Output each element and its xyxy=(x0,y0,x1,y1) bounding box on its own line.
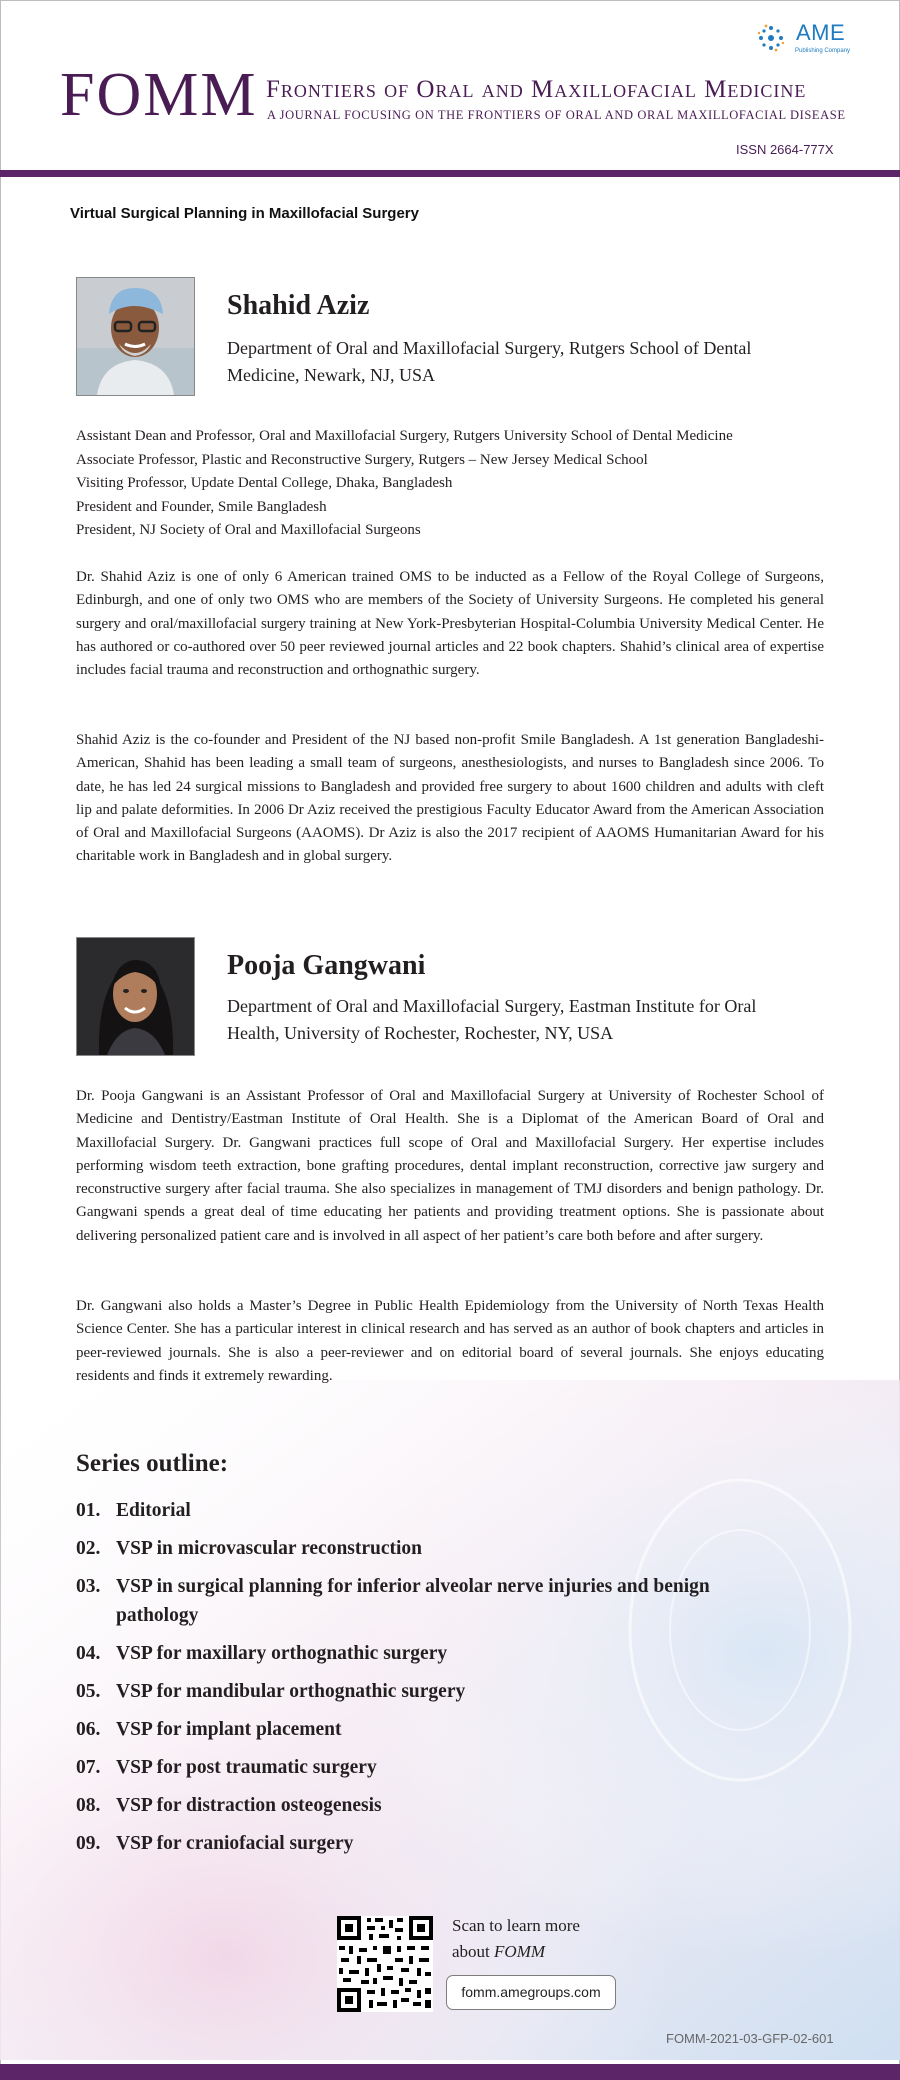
item-number: 08. xyxy=(76,1795,101,1816)
outline-item xyxy=(76,1715,796,1744)
series-outline-list xyxy=(76,1496,796,1867)
outline-item xyxy=(76,1534,796,1563)
publisher-name: AME xyxy=(796,20,846,45)
item-title: VSP for post traumatic surgery xyxy=(116,1757,377,1778)
series-title: Virtual Surgical Planning in Maxillofacial Surgery xyxy=(70,205,419,222)
scan-line-prefix: about xyxy=(452,1942,495,1961)
item-title: VSP for distraction osteogenesis xyxy=(116,1795,382,1816)
author-bio-paragraph: Dr. Shahid Aziz is one of only 6 American trained OMS to be inducted as a Fellow of the Royal College of Surgeons, Edinburgh, and one of only two OMS who are members of the Society of University Surgeons. He completed his general surgery and oral/maxillofacial surgery training at New York-Presbyterian Hospital-Columbia University Medical Center. He has authored or co-authored over 50 peer reviewed journal articles and 22 book chapters. Shahid’s clinical area of expertise includes facial trauma and reconstruction and orthognathic surgery. xyxy=(76,569,824,679)
publisher-subtitle: Publishing Company xyxy=(795,48,851,54)
item-title: VSP in surgical planning for inferior alveolar nerve injuries and benign pathology xyxy=(116,1576,710,1626)
series-outline-heading: Series outline: xyxy=(76,1450,229,1477)
author-name: Pooja Gangwani xyxy=(227,950,426,981)
scan-prompt xyxy=(452,1913,580,1965)
role-item: Associate Professor, Plastic and Reconstructive Surgery, Rutgers – New Jersey Medical School xyxy=(76,451,648,468)
outline-item xyxy=(76,1677,796,1706)
journal-abbreviation: FOMM xyxy=(60,61,258,129)
item-number: 04. xyxy=(76,1643,101,1664)
outline-item xyxy=(76,1639,796,1668)
author-bio-paragraph: Dr. Gangwani also holds a Master’s Degree in Public Health Epidemiology from the University of North Texas Health Science Center. She has a particular interest in clinical research and has served as an author of book chapters and articles in peer-reviewed journals. She is also a peer-reviewer and on editorial board of several journals. She enjoys educating residents and finds it extremely rewarding. xyxy=(76,1298,824,1384)
footer-divider xyxy=(0,2064,900,2080)
item-title: Editorial xyxy=(116,1500,191,1521)
item-title: VSP for craniofacial surgery xyxy=(116,1833,354,1854)
affiliation-line: Health, University of Rochester, Rochester, NY, USA xyxy=(227,1023,614,1043)
outline-item xyxy=(76,1572,796,1630)
author-photo xyxy=(76,277,195,396)
author-photo xyxy=(76,937,195,1056)
item-title: VSP in microvascular reconstruction xyxy=(116,1538,423,1559)
author-bio-paragraph: Shahid Aziz is the co-founder and President of the NJ based non-profit Smile Bangladesh. A 1st generation Bangladeshi-American, Shahid has been leading a small team of surgeons, anesthesiologists, and nurses to Bangladesh since 2006. To date, he has led 24 surgical missions to Bangladesh and provided free surgery to about 1600 children and adults with cleft lip and palate deformities. In 2006 Dr Aziz received the prestigious Faculty Educator Award from the American Association of Oral and Maxillofacial Surgeons (AAOMS). Dr Aziz is also the 2017 recipient of AAOMS Humanitarian Award for his charitable work in Bangladesh and in global surgery. xyxy=(76,732,824,865)
item-number: 06. xyxy=(76,1719,101,1740)
item-title: VSP for implant placement xyxy=(116,1719,342,1740)
item-number: 01. xyxy=(76,1500,101,1521)
journal-subtitle: A JOURNAL FOCUSING ON THE FRONTIERS OF ORAL AND ORAL MAXILLOFACIAL DISEASE xyxy=(267,108,846,122)
issn: ISSN 2664-777X xyxy=(736,142,834,157)
ame-logo-icon xyxy=(755,20,845,60)
portrait-icon xyxy=(77,278,194,395)
item-number: 07. xyxy=(76,1757,101,1778)
role-item: Assistant Dean and Professor, Oral and Maxillofacial Surgery, Rutgers University School of Dental Medicine xyxy=(76,428,733,444)
author-affiliation xyxy=(227,335,751,389)
role-item: President, NJ Society of Oral and Maxillofacial Surgeons xyxy=(76,522,421,538)
scan-line: Scan to learn more xyxy=(452,1916,580,1935)
item-number: 05. xyxy=(76,1681,101,1702)
qr-code-icon[interactable] xyxy=(337,1916,433,2012)
author-name: Shahid Aziz xyxy=(227,290,370,321)
journal-title: Frontiers of Oral and Maxillofacial Medicine xyxy=(266,76,807,103)
role-item: President and Founder, Smile Bangladesh xyxy=(76,498,327,515)
scan-line xyxy=(452,1939,580,1965)
author-affiliation xyxy=(227,993,756,1047)
author-roles xyxy=(76,425,733,543)
scan-line-journal: FOMM xyxy=(494,1942,546,1961)
item-number: 03. xyxy=(76,1576,101,1597)
journal-url-button[interactable]: fomm.amegroups.com xyxy=(446,1975,616,2010)
outline-item xyxy=(76,1496,796,1525)
header-divider xyxy=(0,170,900,177)
item-title: VSP for mandibular orthognathic surgery xyxy=(116,1681,466,1702)
item-title: VSP for maxillary orthognathic surgery xyxy=(116,1643,448,1664)
affiliation-line: Department of Oral and Maxillofacial Surgery, Rutgers School of Dental xyxy=(227,338,752,358)
affiliation-line: Medicine, Newark, NJ, USA xyxy=(227,365,435,385)
outline-item xyxy=(76,1753,796,1782)
outline-item xyxy=(76,1829,796,1858)
item-number: 02. xyxy=(76,1538,101,1559)
document-code: FOMM-2021-03-GFP-02-601 xyxy=(666,2031,834,2046)
author-bio-paragraph: Dr. Pooja Gangwani is an Assistant Professor of Oral and Maxillofacial Surgery at University of Rochester School of Medicine and Dentistry/Eastman Institute of Oral Health. She is a Diplomat of the American Board of Oral and Maxillofacial Surgery. Dr. Gangwani practices full scope of Oral and Maxillofacial Surgery. Her expertise includes performing wisdom teeth extraction, bone grafting procedures, dental implant reconstruction, corrective jaw surgery and reconstructive surgery after facial trauma. She also specializes in management of TMJ disorders and benign pathology. Dr. Gangwani spends a great deal of time educating her patients and providing treatment options. She is passionate about delivering personalized patient care and is involved in all aspect of her patient’s care both before and after surgery. xyxy=(76,1088,824,1244)
affiliation-line: Department of Oral and Maxillofacial Surgery, Eastman Institute for Oral xyxy=(227,996,757,1016)
portrait-icon xyxy=(77,938,194,1055)
role-item: Visiting Professor, Update Dental College, Dhaka, Bangladesh xyxy=(76,475,453,491)
item-number: 09. xyxy=(76,1833,101,1854)
outline-item xyxy=(76,1791,796,1820)
